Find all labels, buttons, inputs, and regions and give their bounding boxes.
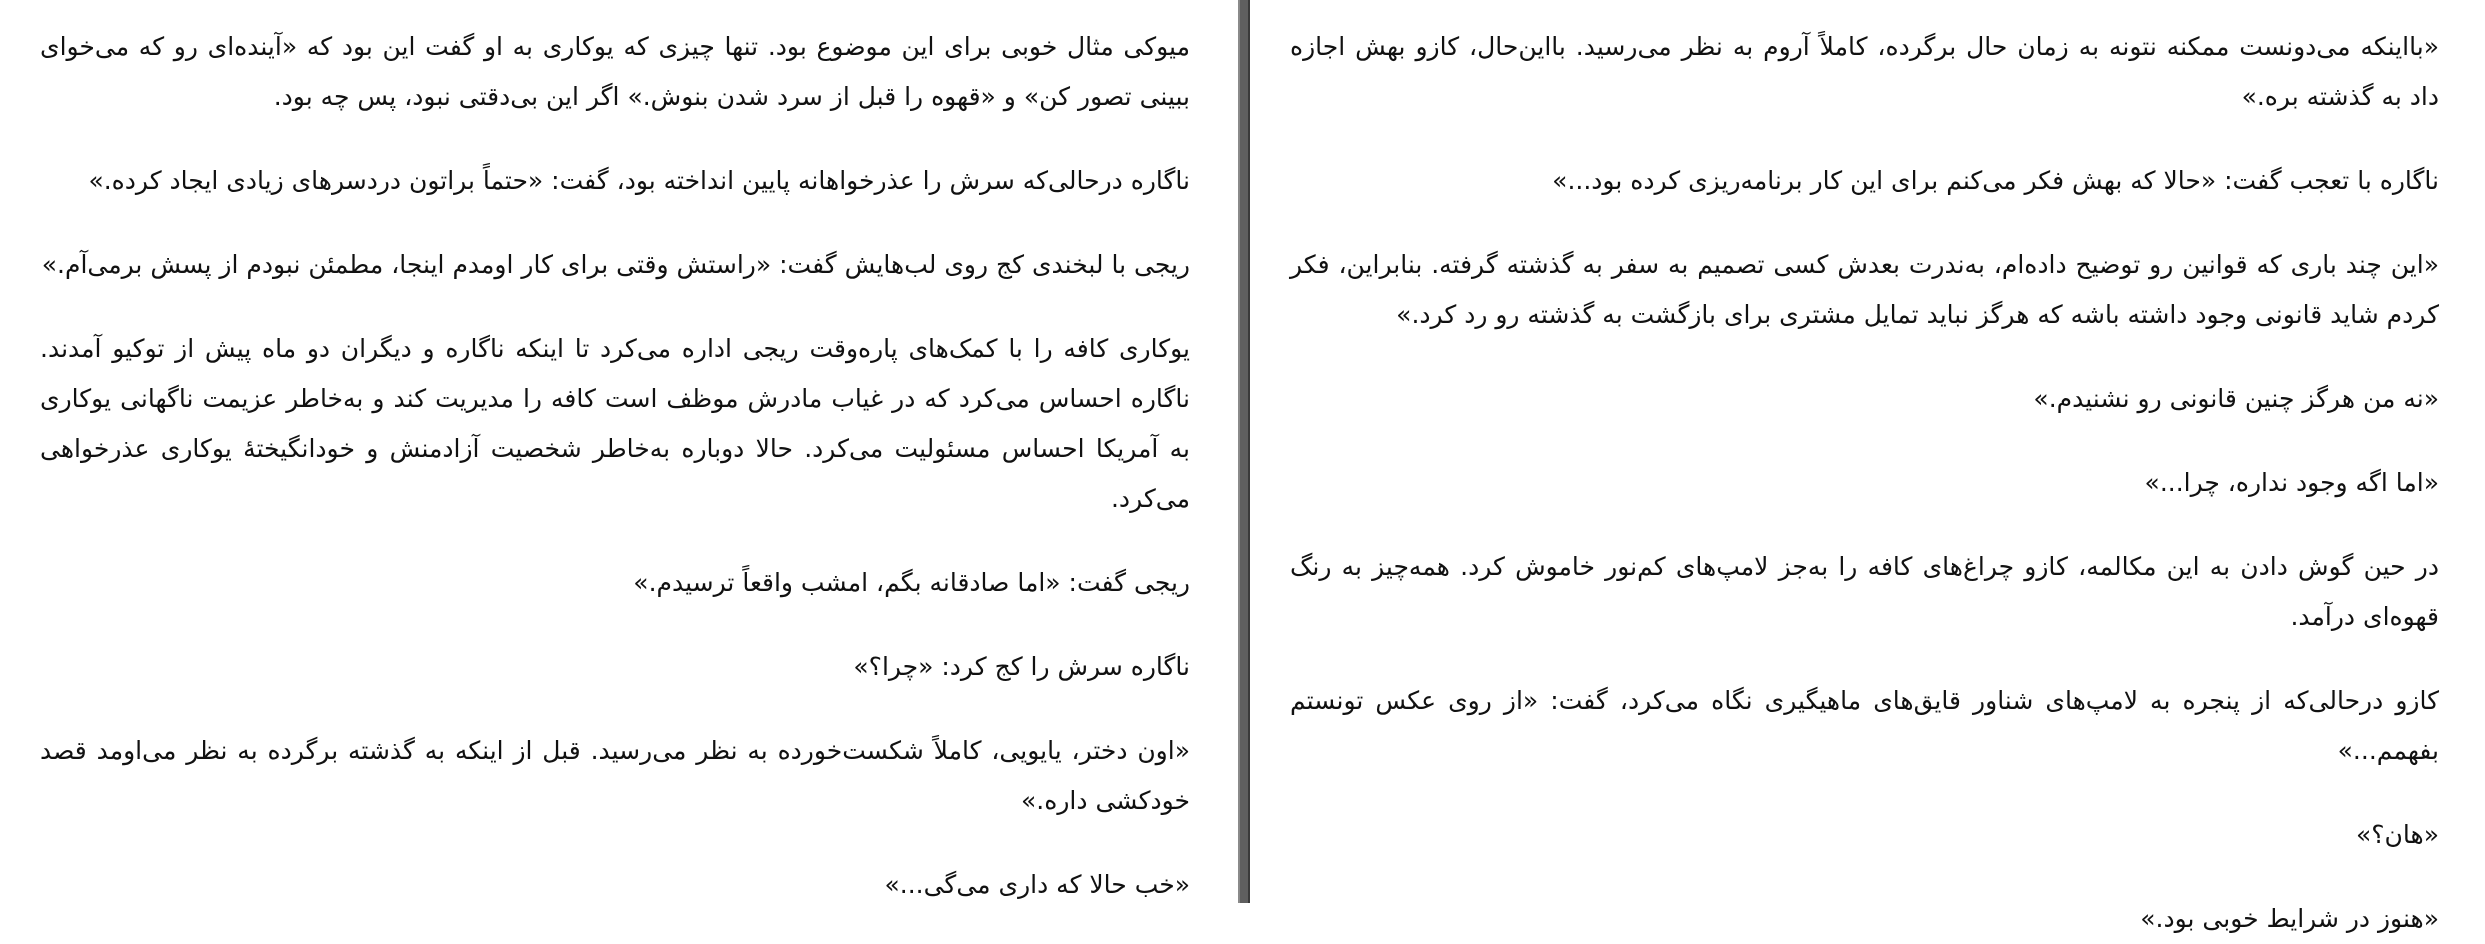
paragraph: «اون دختر، یایویی، کاملاً شکست‌خورده به نظر می‌رسید. قبل از اینکه به گذشته برگرده به نظر می‌اومد قصد خودکشی داره.» (40, 736, 1190, 815)
paragraph: «هنوز در شرایط خوبی بود.» (2140, 904, 2439, 933)
paragraph: ناگاره سرش را کج کرد: «چرا؟» (853, 652, 1190, 681)
paragraph: «اما اگه وجود نداره، چرا...» (2144, 468, 2439, 497)
paragraph: «خب حالا که داری می‌گی...» (884, 870, 1190, 899)
right-page (1250, 0, 2485, 933)
paragraph: در حین گوش دادن به این مکالمه، کازو چراغ‌های کافه را به‌جز لامپ‌های کم‌نور خاموش کرد. همه‌چیز به رنگ قهوه‌ای درآمد. (1290, 552, 2439, 631)
paragraph: ناگاره درحالی‌که سرش را عذرخواهانه پایین انداخته بود، گفت: «حتماً براتون دردسرهای زیادی ایجاد کرده.» (88, 166, 1190, 195)
paragraph: «هان؟» (2355, 820, 2439, 849)
paragraph: «بااینکه می‌دونست ممکنه نتونه به زمان حال برگرده، کاملاً آروم به نظر می‌رسید. بااین‌حال، کازو بهش اجازه داد به گذشته بره.» (1290, 32, 2439, 111)
paragraph: میوکی مثال خوبی برای این موضوع بود. تنها چیزی که یوکاری به او گفت این بود که «آینده‌ای رو که می‌خوای ببینی تصور کن» و «قهوه را قبل از سرد شدن بنوش.» اگر این بی‌دقتی نبود، پس چه بود. (40, 32, 1190, 111)
paragraph: ریجی با لبخندی کج روی لب‌هایش گفت: «راستش وقتی برای کار اومدم اینجا، مطمئن نبودم از پسش برمی‌آم.» (41, 250, 1190, 279)
paragraph: «نه من هرگز چنین قانونی رو نشنیدم.» (2033, 384, 2439, 413)
paragraph: «این چند باری که قوانین رو توضیح داده‌ام، به‌ندرت بعدش کسی تصمیم به سفر به گذشته گرفته. بنابراین، فکر کردم شاید قانونی وجود داشته باشه که هرگز نباید تمایل مشتری برای بازگشت به گذشته رو رد کرد.» (1290, 250, 2439, 329)
page-divider (1238, 0, 1250, 903)
paragraph: یوکاری کافه را با کمک‌های پاره‌وقت ریجی اداره می‌کرد تا اینکه ناگاره و دیگران دو ماه پیش از توکیو آمدند. ناگاره احساس می‌کرد که در غیاب مادرش موظف است کافه را مدیریت کند و به‌خاطر عزیمت ناگهانی یوکاری به آمریکا احساس مسئولیت می‌کرد. حالا دوباره به‌خاطر شخصیت آزادمنش و خودانگیختهٔ یوکاری عذرخواهی می‌کرد. (40, 334, 1190, 513)
paragraph: ناگاره با تعجب گفت: «حالا که بهش فکر می‌کنم برای این کار برنامه‌ریزی کرده بود...» (1552, 166, 2439, 195)
paragraph: ریجی گفت: «اما صادقانه بگم، امشب واقعاً ترسیدم.» (633, 568, 1190, 597)
left-page (0, 0, 1238, 903)
paragraph: کازو درحالی‌که از پنجره به لامپ‌های شناور قایق‌های ماهیگیری نگاه می‌کرد، گفت: «از روی عکس تونستم بفهمم...» (1290, 686, 2439, 765)
